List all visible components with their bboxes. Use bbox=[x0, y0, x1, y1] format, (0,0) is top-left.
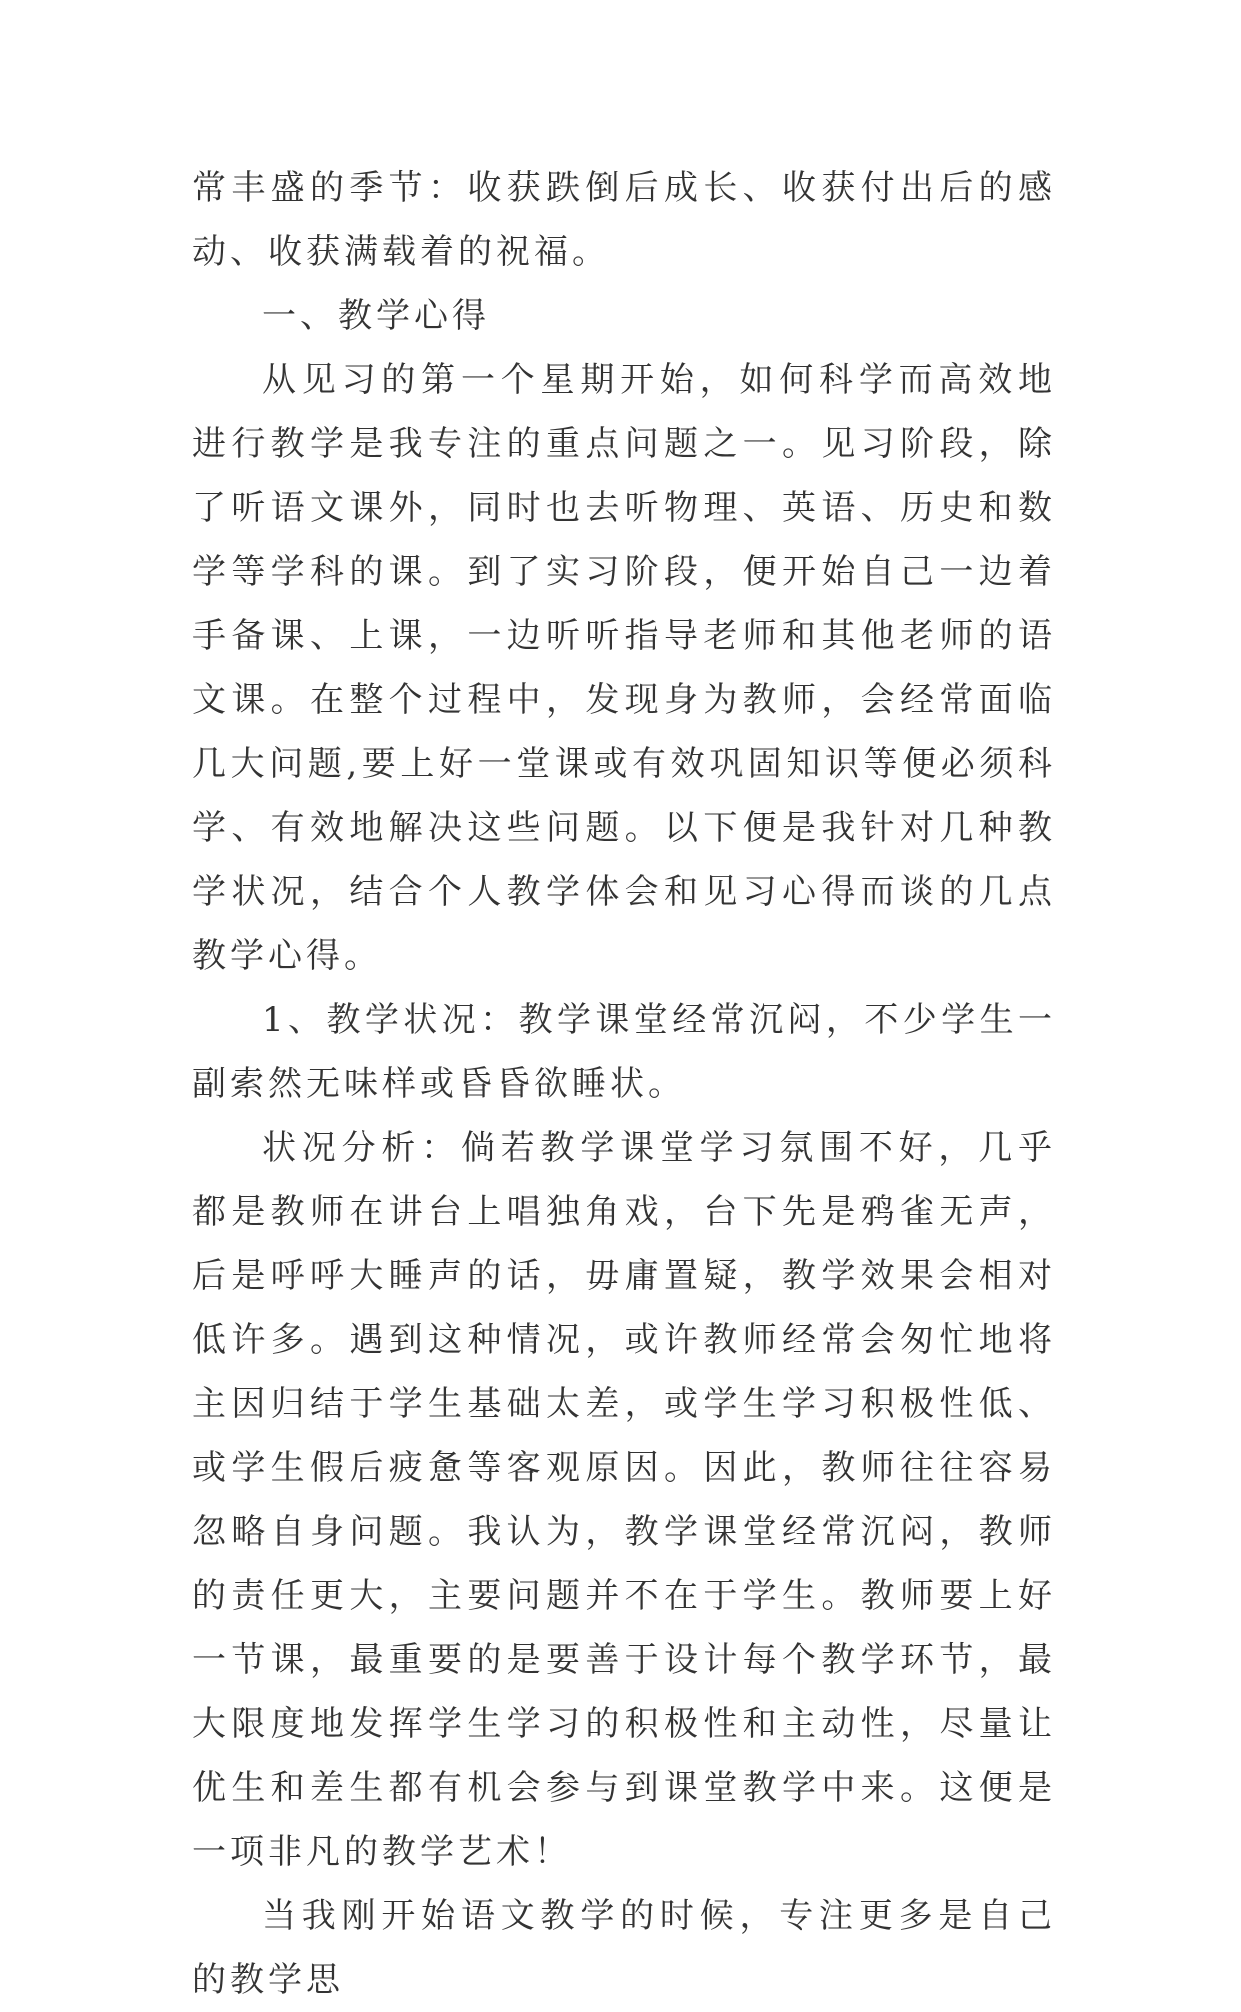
paragraph-continuation: 常丰盛的季节：收获跌倒后成长、收获付出后的感动、收获满载着的祝福。 bbox=[192, 168, 1056, 272]
paragraph: 当我刚开始语文教学的时候，专注更多是自己的教学思 bbox=[192, 1896, 1056, 2000]
paragraph: 从见习的第一个星期开始，如何科学而高效地进行教学是我专注的重点问题之一。见习阶段，除了听语文课外，同时也去听物理、英语、历史和数学等学科的课。到了实习阶段，便开始自己一边着手备课、上课，一边听听指导老师和其他老师的语文课。在整个过程中，发现身为教师，会经常面临几大问题,要上好一堂课或有效巩固知识等便必须科学、有效地解决这些问题。以下便是我针对几种教学状况，结合个人教学体会和见习心得而谈的几点教学心得。 bbox=[192, 360, 1056, 976]
paragraph: 1、教学状况：教学课堂经常沉闷，不少学生一副索然无味样或昏昏欲睡状。 bbox=[192, 1000, 1056, 1104]
section-heading: 一、教学心得 bbox=[262, 296, 490, 336]
document-body bbox=[192, 156, 1056, 2012]
paragraph: 状况分析：倘若教学课堂学习氛围不好，几乎都是教师在讲台上唱独角戏，台下先是鸦雀无声，后是呼呼大睡声的话，毋庸置疑，教学效果会相对低许多。遇到这种情况，或许教师经常会匆忙地将主因归结于学生基础太差，或学生学习积极性低、或学生假后疲惫等客观原因。因此，教师往往容易忽略自身问题。我认为，教学课堂经常沉闷，教师的责任更大，主要问题并不在于学生。教师要上好一节课，最重要的是要善于设计每个教学环节，最大限度地发挥学生学习的积极性和主动性，尽量让优生和差生都有机会参与到课堂教学中来。这便是一项非凡的教学艺术！ bbox=[192, 1128, 1056, 1872]
